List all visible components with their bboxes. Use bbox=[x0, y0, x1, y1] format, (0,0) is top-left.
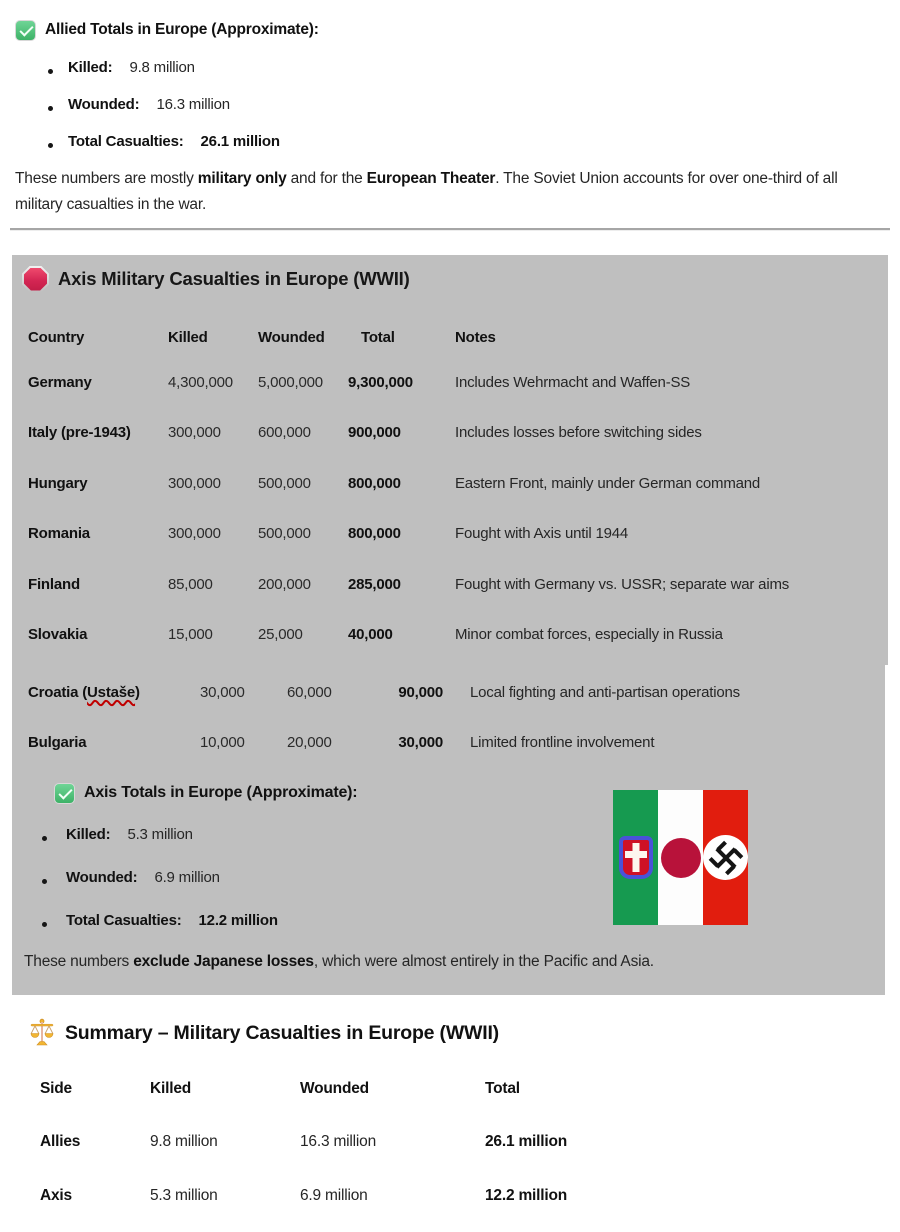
axis-note-paragraph bbox=[24, 949, 864, 975]
axis-flags-image bbox=[613, 790, 748, 925]
column-header-notes: Notes bbox=[455, 328, 496, 346]
bullet-dot-icon bbox=[42, 879, 47, 884]
table-row-germany bbox=[28, 357, 882, 408]
bullet-value: 9.8 million bbox=[129, 58, 195, 76]
cell-wounded: 20,000 bbox=[287, 733, 332, 751]
allied-note-paragraph bbox=[15, 166, 887, 218]
allied-totals-heading-text: Allied Totals in Europe (Approximate): bbox=[45, 21, 319, 38]
note-text: . The Soviet Union accounts for over one-third of all military casualties in the war. bbox=[15, 170, 838, 213]
axis-heading-text: Axis Military Casualties in Europe (WWII) bbox=[58, 268, 410, 289]
note-bold-text: exclude Japanese losses bbox=[133, 953, 314, 970]
column-header-country: Country bbox=[28, 328, 85, 346]
cell-notes: Includes Wehrmacht and Waffen-SS bbox=[455, 373, 691, 391]
summary-table bbox=[40, 1078, 860, 1207]
cell-notes: Local fighting and anti-partisan operations bbox=[470, 683, 740, 701]
bullet-label: Killed: bbox=[68, 58, 113, 76]
cell-wounded: 200,000 bbox=[258, 575, 311, 593]
cell-total: 30,000 bbox=[398, 733, 443, 751]
bullet-dot-icon bbox=[48, 106, 53, 111]
cell-wounded: 60,000 bbox=[287, 683, 332, 701]
cell-killed: 4,300,000 bbox=[168, 373, 233, 391]
axis-totals-heading-text: Axis Totals in Europe (Approximate): bbox=[84, 784, 358, 801]
cell-country: Finland bbox=[28, 575, 80, 593]
column-header-wounded: Wounded bbox=[300, 1080, 369, 1097]
cell-total: 40,000 bbox=[348, 626, 393, 644]
axis-panel-top bbox=[12, 255, 888, 665]
cell-notes: Fought with Germany vs. USSR; separate war aims bbox=[455, 575, 790, 593]
nazi-flag-stripe bbox=[703, 790, 748, 925]
balance-scale-icon bbox=[28, 1018, 56, 1048]
note-text: These numbers are mostly bbox=[15, 170, 198, 187]
cell-killed: 15,000 bbox=[168, 626, 213, 644]
summary-heading-text: Summary – Military Casualties in Europe (WWII) bbox=[65, 1021, 499, 1044]
italy-flag-stripe bbox=[613, 790, 658, 925]
table-row-italy bbox=[28, 408, 882, 459]
axis-bullet-wounded bbox=[42, 866, 582, 888]
axis-heading bbox=[22, 265, 410, 293]
cell-killed: 5.3 million bbox=[150, 1187, 218, 1204]
note-bold-text: military only bbox=[197, 170, 287, 187]
column-header-killed: Killed bbox=[168, 328, 208, 346]
table-row-bulgaria bbox=[28, 717, 879, 767]
cell-country: Bulgaria bbox=[28, 733, 87, 751]
savoy-shield-icon bbox=[619, 836, 653, 879]
summary-row-axis bbox=[40, 1185, 860, 1207]
swastika-icon bbox=[703, 835, 748, 880]
cell-killed: 85,000 bbox=[168, 575, 213, 593]
axis-table bbox=[28, 317, 882, 660]
bullet-value: 16.3 million bbox=[156, 95, 230, 113]
cell-total: 12.2 million bbox=[485, 1187, 568, 1204]
bullet-value: 5.3 million bbox=[127, 825, 193, 843]
summary-row-allies bbox=[40, 1131, 860, 1153]
axis-totals-heading bbox=[54, 781, 357, 805]
column-header-killed: Killed bbox=[150, 1080, 192, 1097]
cell-total: 90,000 bbox=[398, 683, 443, 701]
table-row-romania bbox=[28, 509, 882, 560]
note-text: , which were almost entirely in the Pacific and Asia. bbox=[313, 953, 654, 970]
japan-flag-stripe bbox=[658, 790, 703, 925]
bullet-label: Total Casualties: bbox=[68, 132, 184, 150]
cell-wounded: 5,000,000 bbox=[258, 373, 323, 391]
allied-bullet-killed bbox=[48, 56, 748, 78]
horizontal-rule bbox=[10, 228, 890, 231]
column-header-wounded: Wounded bbox=[258, 328, 325, 346]
table-row-slovakia bbox=[28, 610, 882, 661]
summary-header-row bbox=[40, 1078, 860, 1100]
cell-wounded: 500,000 bbox=[258, 525, 311, 543]
cell-total: 800,000 bbox=[348, 525, 401, 543]
note-bold-text: European Theater bbox=[366, 170, 496, 187]
misspelled-word: Ustaše bbox=[87, 683, 136, 701]
cell-notes: Limited frontline involvement bbox=[470, 733, 655, 751]
column-header-total: Total bbox=[485, 1080, 520, 1097]
cell-notes: Fought with Axis until 1944 bbox=[455, 525, 629, 543]
bullet-label: Wounded: bbox=[68, 95, 140, 113]
cell-killed: 300,000 bbox=[168, 474, 221, 492]
cell-total: 9,300,000 bbox=[348, 373, 413, 391]
cell-total: 900,000 bbox=[348, 424, 401, 442]
axis-table-header-row bbox=[28, 317, 882, 357]
cell-killed: 300,000 bbox=[168, 525, 221, 543]
bullet-label: Total Casualties: bbox=[66, 911, 182, 929]
cell-wounded: 16.3 million bbox=[300, 1133, 377, 1150]
column-header-side: Side bbox=[40, 1080, 72, 1097]
cell-country: Italy (pre-1943) bbox=[28, 424, 131, 442]
allied-bullet-total bbox=[48, 130, 748, 152]
axis-table-continued bbox=[28, 667, 879, 767]
cell-country: Germany bbox=[28, 373, 92, 391]
axis-panel-bottom bbox=[12, 665, 885, 995]
cell-total: 800,000 bbox=[348, 474, 401, 492]
column-header-total: Total bbox=[361, 328, 395, 346]
cell-notes: Eastern Front, mainly under German command bbox=[455, 474, 761, 492]
red-octagon-icon bbox=[22, 266, 49, 293]
note-text: and for the bbox=[286, 170, 367, 187]
allied-bullet-wounded bbox=[48, 93, 748, 115]
cell-country: Romania bbox=[28, 525, 90, 543]
cell-killed: 10,000 bbox=[200, 733, 245, 751]
bullet-dot-icon bbox=[48, 69, 53, 74]
cell-side: Allies bbox=[40, 1133, 81, 1150]
note-text: These numbers bbox=[24, 953, 134, 970]
cell-total: 26.1 million bbox=[485, 1133, 568, 1150]
bullet-value: 6.9 million bbox=[154, 868, 220, 886]
bullet-dot-icon bbox=[42, 922, 47, 927]
table-row-croatia bbox=[28, 667, 879, 717]
check-icon bbox=[54, 783, 75, 804]
summary-heading bbox=[28, 1016, 499, 1050]
cell-notes: Includes losses before switching sides bbox=[455, 424, 702, 442]
cell-killed: 30,000 bbox=[200, 683, 245, 701]
bullet-value: 26.1 million bbox=[200, 132, 280, 150]
check-icon bbox=[15, 20, 36, 41]
cell-wounded: 600,000 bbox=[258, 424, 311, 442]
cell-killed: 300,000 bbox=[168, 424, 221, 442]
bullet-value: 12.2 million bbox=[198, 911, 278, 929]
cell-notes: Minor combat forces, especially in Russia bbox=[455, 626, 723, 644]
cell-country: Hungary bbox=[28, 474, 88, 492]
axis-bullet-killed bbox=[42, 823, 582, 845]
cell-killed: 9.8 million bbox=[150, 1133, 218, 1150]
allied-totals-heading bbox=[15, 18, 319, 42]
table-row-finland bbox=[28, 559, 882, 610]
cell-country: Croatia (Ustaše) bbox=[28, 683, 140, 701]
cell-country: Slovakia bbox=[28, 626, 88, 644]
bullet-dot-icon bbox=[42, 836, 47, 841]
axis-bullet-total bbox=[42, 909, 582, 931]
table-row-hungary bbox=[28, 458, 882, 509]
cell-wounded: 500,000 bbox=[258, 474, 311, 492]
cell-wounded: 6.9 million bbox=[300, 1187, 368, 1204]
cell-wounded: 25,000 bbox=[258, 626, 303, 644]
japan-circle-icon bbox=[661, 838, 701, 878]
bullet-label: Killed: bbox=[66, 825, 111, 843]
bullet-dot-icon bbox=[48, 143, 53, 148]
cell-side: Axis bbox=[40, 1187, 72, 1204]
cell-total: 285,000 bbox=[348, 575, 401, 593]
bullet-label: Wounded: bbox=[66, 868, 138, 886]
